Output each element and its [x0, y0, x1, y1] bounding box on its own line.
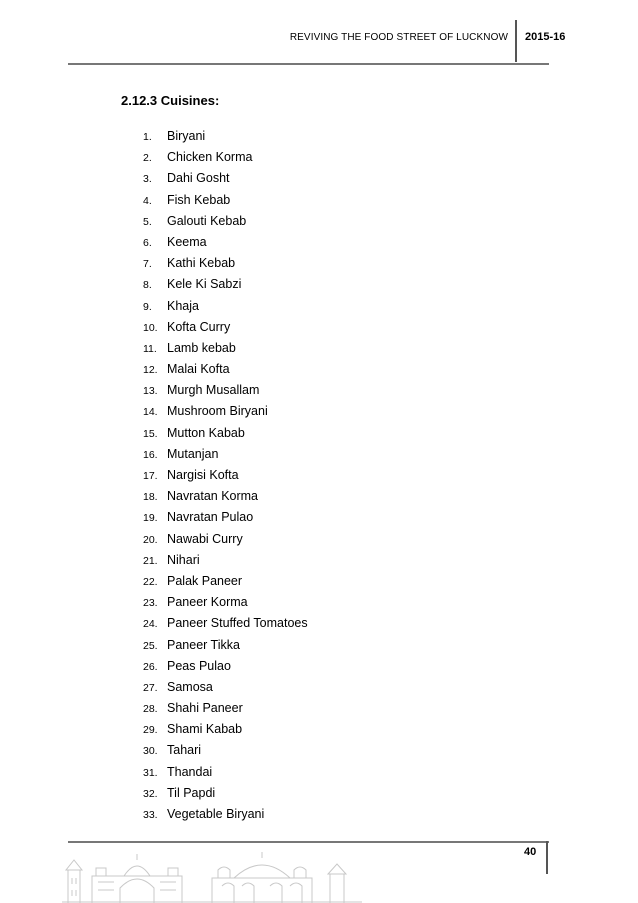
list-item-name: Shahi Paneer	[167, 701, 243, 716]
list-item	[143, 591, 308, 612]
list-item-name: Mutanjan	[167, 446, 219, 461]
header-year: 2015-16	[525, 31, 566, 43]
list-item-name: Kofta Curry	[167, 319, 231, 334]
list-item-name: Khaja	[167, 298, 199, 313]
page-number: 40	[524, 846, 537, 858]
list-item-number: 30.	[143, 745, 158, 758]
list-item-name: Paneer Korma	[167, 595, 248, 610]
list-item	[143, 167, 308, 188]
list-item-number: 11.	[143, 342, 157, 355]
list-item-number: 19.	[143, 512, 158, 525]
list-item-name: Murgh Musallam	[167, 383, 260, 398]
list-item-number: 31.	[143, 766, 158, 779]
list-item-name: Peas Pulao	[167, 658, 231, 673]
list-item	[143, 739, 308, 760]
list-item	[143, 761, 308, 782]
list-item	[143, 125, 308, 146]
list-item-number: 17.	[143, 470, 158, 482]
list-item-name: Thandai	[167, 764, 213, 779]
footer-divider	[546, 841, 548, 874]
list-item-number: 23.	[143, 597, 158, 610]
list-item-number: 27.	[143, 681, 158, 694]
list-item	[143, 189, 308, 210]
list-item	[143, 612, 308, 633]
list-item-name: Kele Ki Sabzi	[167, 277, 242, 292]
list-item-number: 33.	[143, 809, 158, 821]
list-item-name: Nargisi Kofta	[167, 468, 239, 482]
list-item-number: 25.	[143, 639, 158, 652]
list-item	[143, 506, 308, 527]
list-item	[143, 316, 308, 337]
list-item-number: 14.	[143, 406, 158, 419]
list-item	[143, 231, 308, 252]
list-item-number: 28.	[143, 703, 158, 716]
list-item-number: 18.	[143, 491, 158, 504]
list-item-number: 7.	[143, 258, 152, 271]
list-item-name: Mutton Kabab	[167, 425, 245, 440]
list-item-name: Navratan Korma	[167, 489, 259, 504]
header-rule	[68, 63, 549, 65]
list-item-name: Biryani	[167, 129, 206, 143]
list-item-number: 2.	[143, 152, 152, 165]
list-item-number: 32.	[143, 787, 158, 800]
list-item-number: 13.	[143, 385, 158, 398]
cuisine-list	[143, 125, 308, 824]
list-item	[143, 570, 308, 591]
list-item-name: Tahari	[167, 743, 202, 758]
list-item	[143, 146, 308, 167]
list-item	[143, 676, 308, 697]
list-item-name: Galouti Kebab	[167, 213, 247, 228]
list-item-name: Til Papdi	[167, 785, 216, 800]
list-item-number: 16.	[143, 448, 158, 461]
list-item-number: 29.	[143, 724, 158, 737]
monument-skyline-watermark	[62, 848, 362, 903]
list-item	[143, 697, 308, 718]
list-item-name: Nawabi Curry	[167, 531, 243, 546]
list-item-name: Keema	[167, 234, 207, 249]
list-item	[143, 485, 308, 506]
list-item-name: Malai Kofta	[167, 362, 230, 377]
section-heading: 2.12.3 Cuisines:	[121, 93, 220, 108]
list-item	[143, 358, 308, 379]
list-item-number: 10.	[143, 321, 158, 334]
list-item	[143, 337, 308, 358]
list-item-name: Lamb kebab	[167, 340, 236, 355]
list-item-name: Palak Paneer	[167, 573, 243, 588]
list-item	[143, 252, 308, 273]
list-item-number: 8.	[143, 279, 152, 292]
list-item-number: 4.	[143, 194, 152, 207]
list-item-number: 3.	[143, 173, 152, 186]
list-item-name: Nihari	[167, 552, 200, 567]
list-item-name: Dahi Gosht	[167, 171, 230, 186]
list-item	[143, 634, 308, 655]
list-item-name: Navratan Pulao	[167, 510, 254, 525]
list-item-name: Shami Kabab	[167, 722, 243, 737]
list-item	[143, 379, 308, 400]
list-item	[143, 422, 308, 443]
list-item-number: 24.	[143, 618, 158, 631]
list-item	[143, 273, 308, 294]
list-item	[143, 803, 308, 824]
list-item-name: Mushroom Biryani	[167, 404, 268, 419]
list-item	[143, 528, 308, 549]
list-item-number: 21.	[143, 554, 158, 567]
list-item-name: Fish Kebab	[167, 192, 231, 207]
list-item-number: 5.	[143, 215, 152, 228]
list-item	[143, 400, 308, 421]
list-item-number: 15.	[143, 427, 158, 440]
list-item-number: 22.	[143, 575, 158, 588]
list-item-number: 9.	[143, 300, 152, 313]
list-item-number: 20.	[143, 533, 158, 546]
list-item-name: Kathi Kebab	[167, 256, 236, 271]
list-item	[143, 549, 308, 570]
list-item-name: Vegetable Biryani	[167, 807, 265, 821]
list-item	[143, 295, 308, 316]
list-item	[143, 210, 308, 231]
list-item-number: 6.	[143, 236, 152, 249]
list-item-name: Paneer Tikka	[167, 637, 240, 652]
list-item	[143, 464, 308, 485]
list-item-number: 12.	[143, 364, 158, 377]
list-item	[143, 718, 308, 739]
list-item-name: Chicken Korma	[167, 150, 253, 165]
header-divider	[515, 20, 517, 62]
list-item-number: 1.	[143, 131, 152, 143]
list-item-number: 26.	[143, 660, 158, 673]
list-item	[143, 655, 308, 676]
list-item-name: Samosa	[167, 679, 213, 694]
header-title: REVIVING THE FOOD STREET OF LUCKNOW	[289, 32, 508, 43]
list-item-name: Paneer Stuffed Tomatoes	[167, 616, 308, 631]
list-item	[143, 782, 308, 803]
list-item	[143, 443, 308, 464]
footer-rule	[68, 841, 549, 843]
